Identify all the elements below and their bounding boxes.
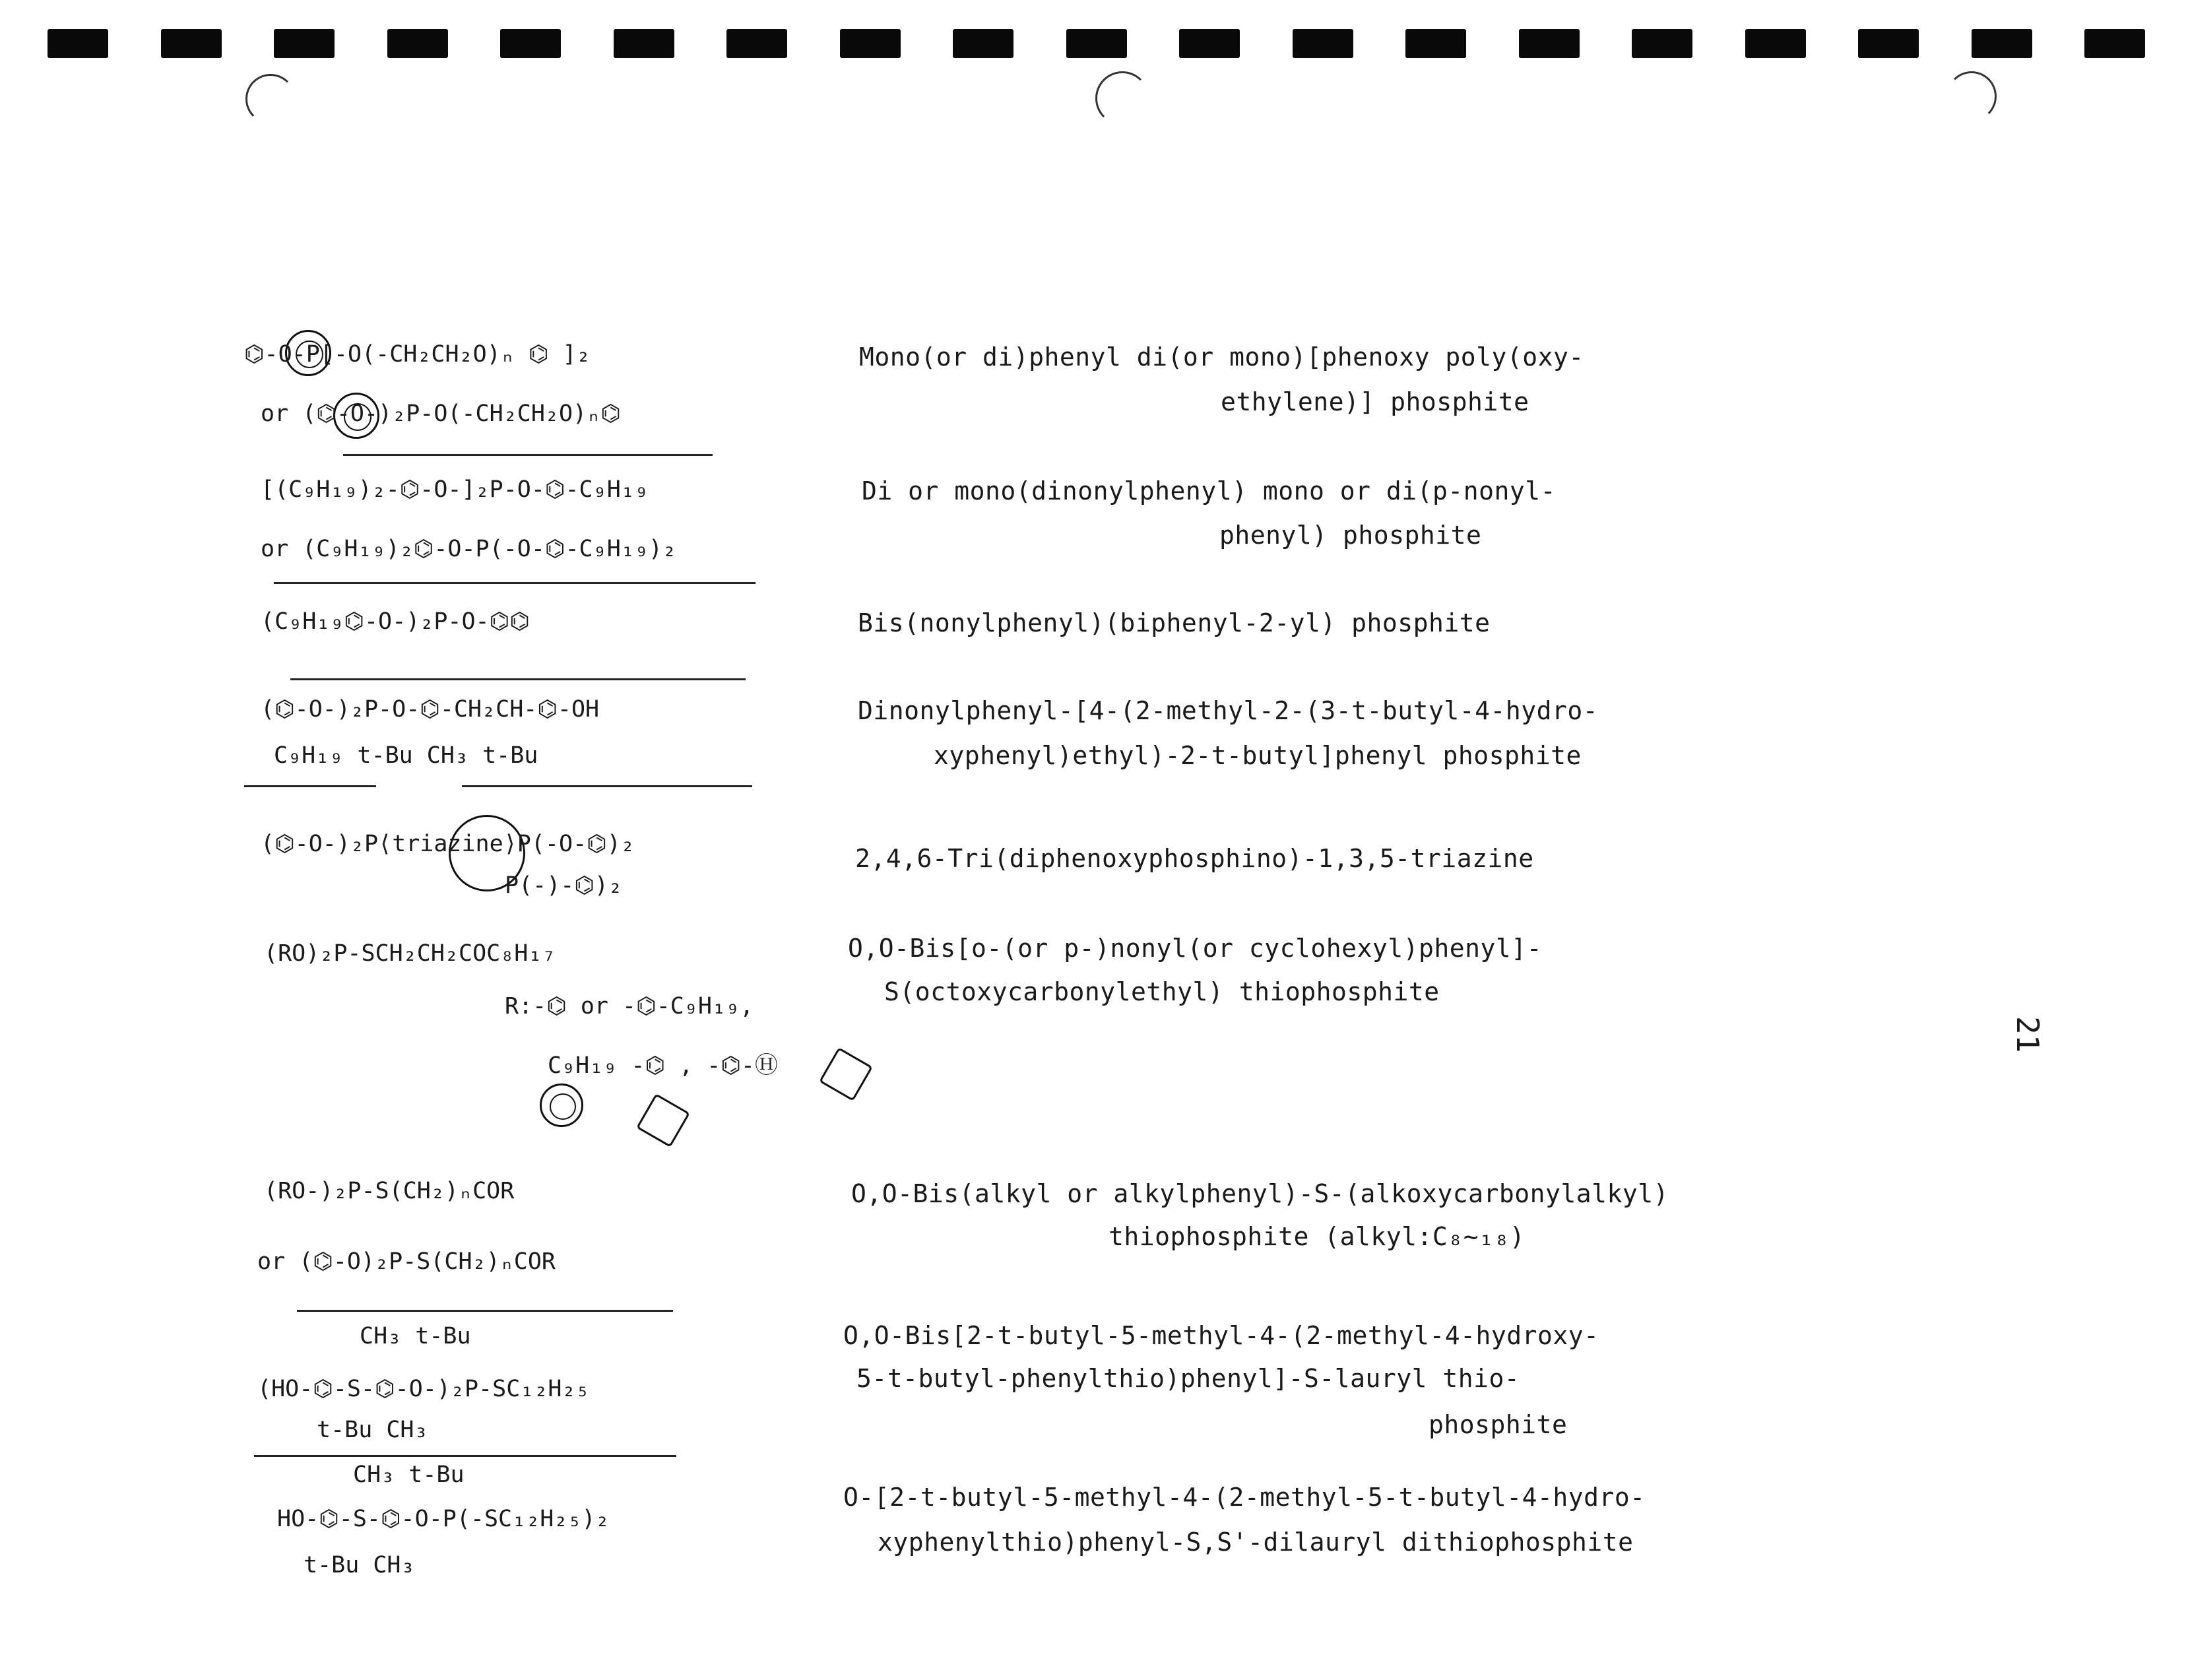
perforation-hole: [1179, 29, 1240, 58]
formula-line: t-Bu CH₃: [304, 1552, 415, 1578]
formula-line: R:-⌬ or -⌬-C₉H₁₉,: [505, 993, 754, 1019]
perforation-hole: [1405, 29, 1466, 58]
formula-line: HO-⌬-S-⌬-O-P(-SC₁₂H₂₅)₂: [277, 1506, 610, 1532]
separator-rule: [254, 1455, 676, 1457]
formula-line: t-Bu CH₃: [317, 1417, 428, 1443]
perforation-hole: [2084, 29, 2145, 58]
formula-line: or (C₉H₁₉)₂⌬-O-P(-O-⌬-C₉H₁₉)₂: [261, 536, 677, 562]
compound-name: Bis(nonylphenyl)(biphenyl-2-yl) phosphite: [858, 608, 1491, 637]
benzene-ring-icon: [540, 1083, 583, 1127]
perforation-hole: [274, 29, 335, 58]
formula-line: ⌬-O-P[-O(-CH₂CH₂O)ₙ ⌬ ]₂: [244, 341, 591, 368]
compound-name: O-[2-t-butyl-5-methyl-4-(2-methyl-5-t-butyl-4-hydro-: [843, 1483, 1646, 1512]
compound-name: Di or mono(dinonylphenyl) mono or di(p-nonyl-: [862, 476, 1557, 505]
perforation-hole: [726, 29, 787, 58]
compound-name: phenyl) phosphite: [1219, 521, 1482, 550]
formula-line: (RO)₂P-SCH₂CH₂COC₈H₁₇: [264, 940, 556, 967]
perforation-hole: [1293, 29, 1353, 58]
separator-rule: [462, 785, 752, 787]
compound-name: ethylene)] phosphite: [1221, 387, 1529, 416]
compound-name: O,O-Bis(alkyl or alkylphenyl)-S-(alkoxycarbonylalkyl): [851, 1179, 1669, 1208]
separator-rule: [343, 454, 713, 456]
perforation-hole: [1972, 29, 2032, 58]
separator-rule: [297, 1310, 673, 1312]
formula-line: CH₃ t-Bu: [353, 1462, 465, 1488]
perforation-hole: [1632, 29, 1692, 58]
compound-name: thiophosphite (alkyl:C₈~₁₈): [1109, 1222, 1526, 1251]
formula-line: (HO-⌬-S-⌬-O-)₂P-SC₁₂H₂₅: [257, 1376, 590, 1402]
perforation-hole: [953, 29, 1013, 58]
punch-hole-mark: [1095, 71, 1149, 125]
formula-line: [(C₉H₁₉)₂-⌬-O-]₂P-O-⌬-C₉H₁₉: [261, 476, 649, 503]
compound-name: O,O-Bis[2-t-butyl-5-methyl-4-(2-methyl-4-hydroxy-: [843, 1321, 1599, 1350]
formula-line: (RO-)₂P-S(CH₂)ₙCOR: [264, 1178, 515, 1204]
separator-rule: [274, 582, 755, 584]
compound-name: 2,4,6-Tri(diphenoxyphosphino)-1,3,5-triazine: [855, 844, 1534, 873]
perforation-hole: [614, 29, 674, 58]
formula-line: (⌬-O-)₂P-O-⌬-CH₂CH-⌬-OH: [261, 696, 600, 723]
perforation-hole: [1745, 29, 1806, 58]
compound-name: phosphite: [1429, 1410, 1568, 1439]
punch-hole-mark: [1946, 71, 1997, 121]
compound-name: O,O-Bis[o-(or p-)nonyl(or cyclohexyl)phenyl]-: [848, 934, 1543, 963]
perforation-hole: [500, 29, 561, 58]
compound-name: 5-t-butyl-phenylthio)phenyl]-S-lauryl thio-: [856, 1364, 1520, 1393]
formula-line: CH₃ t-Bu: [360, 1323, 471, 1349]
separator-rule: [244, 785, 376, 787]
page-number: 21: [2010, 1016, 2045, 1053]
formula-line: (C₉H₁₉⌬-O-)₂P-O-⌬⌬: [261, 608, 530, 635]
formula-line: (⌬-O-)₂P⟨triazine⟩P(-O-⌬)₂: [261, 831, 635, 857]
perforation-hole: [387, 29, 448, 58]
compound-name: Mono(or di)phenyl di(or mono)[phenoxy poly(oxy-: [859, 342, 1584, 372]
perforation-hole: [840, 29, 901, 58]
compound-name: xyphenyl)ethyl)-2-t-butyl]phenyl phosphite: [934, 741, 1582, 770]
perforation-hole: [1519, 29, 1580, 58]
cyclohexyl-ring-icon: [819, 1047, 873, 1101]
formula-line: P(-)-⌬)₂: [505, 872, 623, 899]
perforation-hole: [1066, 29, 1127, 58]
compound-name: xyphenylthio)phenyl-S,S'-dilauryl dithiophosphite: [878, 1528, 1634, 1557]
cyclohexyl-ring-icon: [636, 1093, 690, 1147]
compound-name: S(octoxycarbonylethyl) thiophosphite: [884, 977, 1440, 1006]
formula-line: or (⌬-O)₂P-S(CH₂)ₙCOR: [257, 1248, 556, 1275]
perforation-hole: [161, 29, 222, 58]
punch-hole-mark: [245, 74, 296, 124]
separator-rule: [290, 678, 746, 680]
formula-line: C₉H₁₉ -⌬ , -⌬-Ⓗ: [548, 1052, 778, 1079]
compound-name: Dinonylphenyl-[4-(2-methyl-2-(3-t-butyl-4-hydro-: [858, 696, 1599, 725]
formula-line: or (⌬-O-)₂P-O(-CH₂CH₂O)ₙ⌬: [261, 401, 621, 427]
perforation-hole: [1858, 29, 1919, 58]
perforation-hole: [48, 29, 108, 58]
formula-line: C₉H₁₉ t-Bu CH₃ t-Bu: [274, 742, 538, 769]
